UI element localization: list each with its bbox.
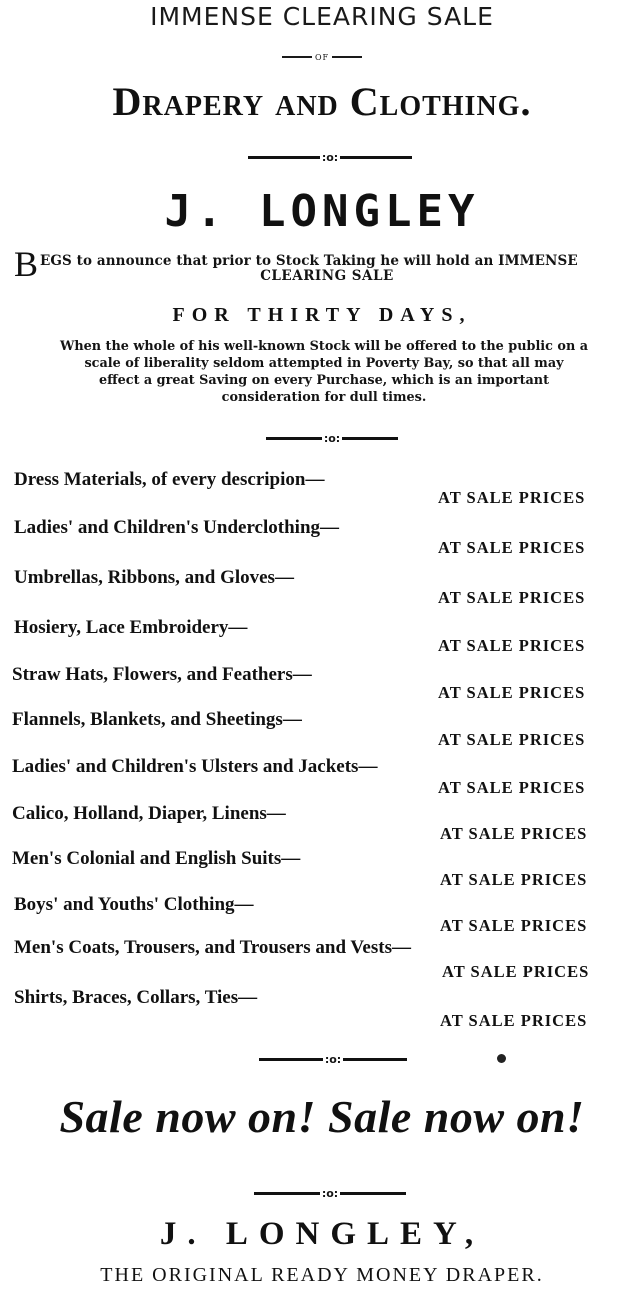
item-price: AT SALE PRICES: [438, 778, 586, 797]
item-label: Men's Coats, Trousers, and Trousers and Vests—: [14, 937, 411, 958]
divider: [262, 431, 402, 445]
intro-line: EGS to announce that prior to Stock Taking he will hold an IMMENSE: [40, 253, 578, 269]
sale-period: FOR THIRTY DAYS,: [172, 304, 472, 326]
merchant-name: J. LONGLEY: [164, 186, 480, 237]
of-word: OF: [314, 52, 330, 62]
divider: [252, 1052, 414, 1066]
rule-line: [248, 156, 320, 159]
ornament-dot: [497, 1054, 506, 1063]
item-label: Ladies' and Children's Underclothing—: [14, 517, 340, 538]
item-price: AT SALE PRICES: [440, 1011, 588, 1030]
rule-line: [342, 437, 398, 440]
of-rule: [282, 50, 362, 64]
item-price: AT SALE PRICES: [438, 636, 586, 655]
item-price: AT SALE PRICES: [438, 730, 586, 749]
body-paragraph: [8, 338, 640, 406]
rule-line: [332, 56, 362, 58]
rule-line: [282, 56, 312, 58]
rule-line: [254, 1192, 320, 1195]
item-label: Dress Materials, of every descripion—: [14, 469, 325, 490]
item-label: Umbrellas, Ribbons, and Gloves—: [14, 567, 294, 588]
divider-mark: :o:: [324, 1052, 342, 1066]
item-label: Hosiery, Lace Embroidery—: [14, 617, 248, 638]
rule-line: [266, 437, 322, 440]
body-line: effect a great Saving on every Purchase, which is an important: [98, 373, 550, 388]
rule-line: [343, 1058, 407, 1061]
sale-banner: Sale now on! Sale now on!: [59, 1091, 585, 1142]
item-price: AT SALE PRICES: [438, 588, 586, 607]
item-label: Shirts, Braces, Collars, Ties—: [14, 987, 258, 1008]
subheadline: Drapery and Clothing.: [112, 79, 532, 124]
item-price: AT SALE PRICES: [442, 962, 590, 981]
divider-mark: :o:: [321, 1186, 339, 1200]
item-price: AT SALE PRICES: [440, 916, 588, 935]
item-label: Ladies' and Children's Ulsters and Jackets—: [12, 756, 378, 777]
item-price: AT SALE PRICES: [438, 488, 586, 507]
item-label: Calico, Holland, Diaper, Linens—: [12, 803, 286, 824]
item-price: AT SALE PRICES: [438, 538, 586, 557]
item-label: Men's Colonial and English Suits—: [12, 848, 301, 869]
item-label: Flannels, Blankets, and Sheetings—: [12, 709, 302, 730]
item-price: AT SALE PRICES: [438, 683, 586, 702]
footer-tagline: THE ORIGINAL READY MONEY DRAPER.: [100, 1264, 544, 1286]
rule-line: [259, 1058, 323, 1061]
footer-merchant-name: J. LONGLEY,: [159, 1216, 485, 1252]
item-label: Boys' and Youths' Clothing—: [14, 894, 254, 915]
item-price: AT SALE PRICES: [440, 870, 588, 889]
divider-mark: :o:: [323, 431, 341, 445]
divider: [246, 150, 414, 164]
item-price: AT SALE PRICES: [440, 824, 588, 843]
body-line: When the whole of his well-known Stock will be offered to the public on a: [59, 339, 589, 354]
rule-line: [340, 156, 412, 159]
divider-mark: :o:: [321, 150, 339, 164]
rule-line: [340, 1192, 406, 1195]
body-line: scale of liberality seldom attempted in Poverty Bay, so that all may: [84, 356, 564, 371]
body-line: consideration for dull times.: [221, 390, 427, 405]
drop-cap: B: [14, 244, 39, 284]
intro-line: CLEARING SALE: [260, 268, 394, 284]
item-label: Straw Hats, Flowers, and Feathers—: [12, 664, 312, 685]
headline: IMMENSE CLEARING SALE: [150, 2, 494, 31]
divider: [246, 1186, 414, 1200]
